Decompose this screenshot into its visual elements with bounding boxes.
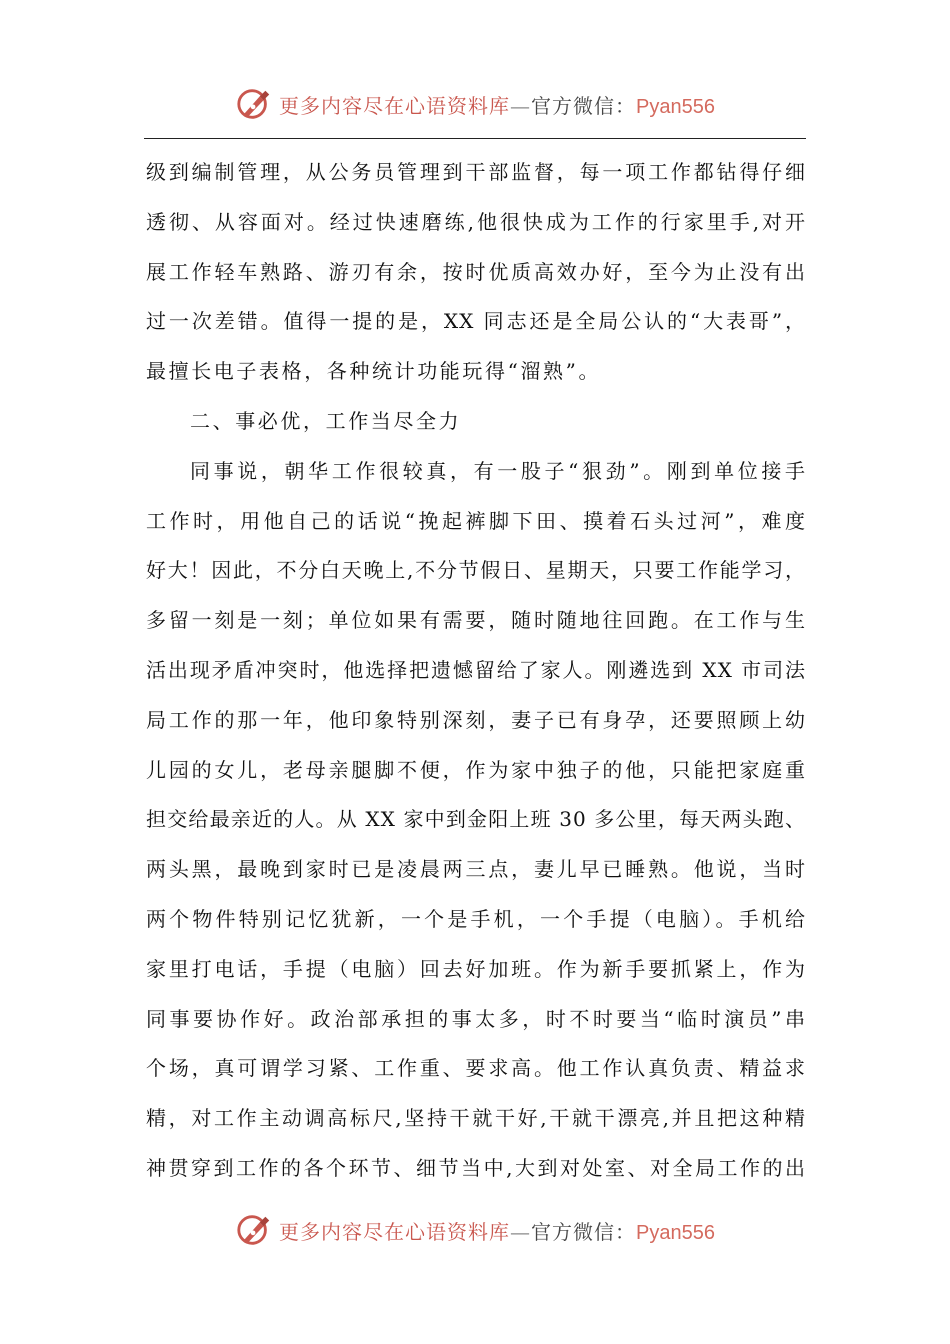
text-line: 局工作的那一年，他印象特别深刻，妻子已有身孕，还要照顾上幼	[146, 707, 806, 732]
text-line: 个场，真可谓学习紧、工作重、要求高。他工作认真负责、精益求	[146, 1056, 806, 1081]
text-line: 家里打电话，手提（电脑）回去好加班。作为新手要抓紧上，作为	[146, 956, 806, 981]
footer-banner-wechat: 官方微信：	[531, 1219, 637, 1244]
header-banner-main: 更多内容尽在心语资料库	[279, 93, 511, 118]
text-line: 过一次差错。值得一提的是，XX 同志还是全局公认的“大表哥”，	[146, 309, 806, 334]
pen-logo-icon	[235, 85, 273, 123]
text-line: 展工作轻车熟路、游刃有余，按时优质高效办好，至今为止没有出	[146, 259, 806, 284]
text-line: 级到编制管理，从公务员管理到干部监督，每一项工作都钻得仔细	[146, 160, 806, 184]
header-banner-text	[279, 90, 715, 119]
text-line: 精，对工作主动调高标尺,坚持干就干好,干就干漂亮,并且把这种精	[146, 1106, 806, 1131]
header-banner	[0, 82, 950, 126]
pen-logo-icon	[235, 1211, 273, 1249]
text-line: 两头黑，最晚到家时已是凌晨两三点，妻儿早已睡熟。他说，当时	[146, 857, 806, 882]
text-line: 同事说，朝华工作很较真，有一股子“狠劲”。刚到单位接手	[190, 458, 806, 483]
section-heading: 二、事必优，工作当尽全力	[190, 408, 462, 433]
text-line: 儿园的女儿，老母亲腿脚不便，作为家中独子的他，只能把家庭重	[146, 757, 806, 782]
text-line: 同事要协作好。政治部承担的事太多，时不时要当“临时演员”串	[146, 1006, 806, 1031]
text-line: 最擅长电子表格，各种统计功能玩得“溜熟”。	[146, 359, 602, 384]
header-banner-id: Pyan556	[636, 95, 715, 118]
header-divider	[144, 138, 806, 139]
footer-banner-text	[279, 1216, 715, 1245]
footer-banner	[0, 1208, 950, 1252]
document-body	[146, 148, 806, 1194]
text-line: 活出现矛盾冲突时，他选择把遗憾留给了家人。刚遴选到 XX 市司法	[146, 657, 806, 682]
footer-banner-sep: —	[510, 1219, 532, 1244]
text-line: 透彻、从容面对。经过快速磨练,他很快成为工作的行家里手,对开	[146, 209, 806, 234]
footer-banner-main: 更多内容尽在心语资料库	[279, 1219, 511, 1244]
text-line: 多留一刻是一刻；单位如果有需要，随时随地往回跑。在工作与生	[146, 608, 806, 633]
header-banner-wechat: 官方微信：	[531, 93, 637, 118]
text-line: 神贯穿到工作的各个环节、细节当中,大到对处室、对全局工作的出	[146, 1155, 806, 1180]
header-banner-sep: —	[510, 93, 532, 118]
footer-banner-id: Pyan556	[636, 1221, 715, 1244]
text-line: 担交给最亲近的人。从 XX 家中到金阳上班 30 多公里，每天两头跑、	[146, 807, 806, 832]
text-line: 工作时，用他自己的话说“挽起裤脚下田、摸着石头过河”，难度	[146, 508, 806, 533]
text-line: 两个物件特别记忆犹新，一个是手机，一个手提（电脑）。手机给	[146, 906, 806, 931]
text-line: 好大！因此，不分白天晚上,不分节假日、星期天，只要工作能学习，	[146, 558, 806, 583]
